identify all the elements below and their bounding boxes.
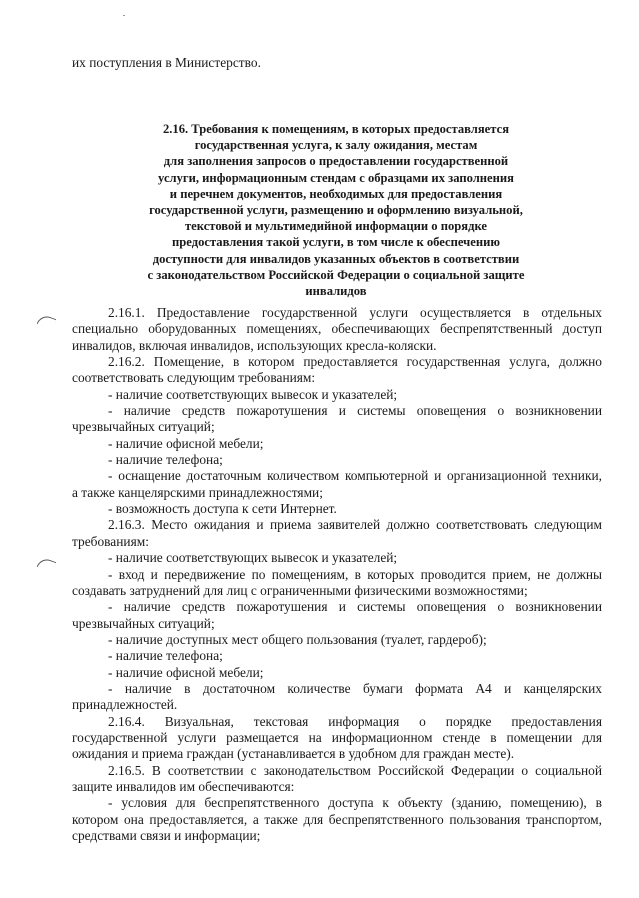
text-line: 2.16.1. Предоставление государственной услуги осуществляется в отдельных [108, 305, 602, 320]
text-line: - наличие соответствующих вывесок и указателей; [108, 386, 398, 402]
heading-line: с законодательством Российской Федерации о социальной защите [147, 267, 525, 282]
text-line: 2.16.3. Место ожидания и приема заявителей должно соответствовать следующим [108, 517, 602, 533]
text-line: - наличие доступных мест общего пользования (туалет, гардероб); [108, 631, 487, 647]
text-line: чрезвычайных ситуаций; [72, 615, 215, 631]
text-line: - возможность доступа к сети Интернет. [108, 501, 337, 517]
text-line: принадлежностей. [72, 697, 178, 713]
heading-line: доступности для инвалидов указанных объектов в соответствии [152, 251, 520, 266]
text-line: требованиям: [72, 533, 149, 549]
text-line: - наличие телефона; [108, 648, 223, 664]
heading-line: государственной услуги, размещению и оформлению визуальной, [149, 203, 523, 218]
text-line: инвалидов, включая инвалидов, использующих кресла-коляски. [72, 337, 437, 353]
text-line: - вход и передвижение по помещениям, в которых проводится прием, не должны [108, 566, 602, 582]
heading-line: предоставления такой услуги, в том числе к обеспечению [172, 235, 500, 250]
hole-punch-mark [37, 556, 57, 572]
heading-line: и перечнем документов, необходимых для предоставления [169, 186, 503, 201]
text-line: 2.16.2. Помещение, в котором предоставляется государственная услуга, должно [108, 354, 602, 370]
heading-line: услуги, информационным стендам с образцами их заполнения [158, 170, 514, 185]
text-line: - наличие соответствующих вывесок и указателей; [108, 550, 398, 566]
text-line: - условия для беспрепятственного доступа к объекту (зданию, помещению), в [108, 795, 602, 811]
section-heading [120, 121, 552, 299]
text-line: - наличие телефона; [108, 452, 223, 468]
section-body [72, 305, 602, 844]
text-line: - оснащение достаточным количеством компьютерной и организационной техники, [108, 468, 602, 484]
text-line: - наличие офисной мебели; [108, 435, 264, 451]
heading-line: государственная услуга, к залу ожидания, местам [194, 138, 478, 153]
text-line: - наличие средств пожаротушения и системы оповещения о возникновении [108, 599, 602, 615]
heading-line: текстовой и мультимедийной информации о порядке [185, 219, 487, 234]
text-line: соответствовать следующим требованиям: [72, 370, 316, 386]
text-line: государственной услуги размещается на информационном стенде в помещении для [72, 729, 602, 745]
heading-line: для заполнения запросов о предоставлении государственной [163, 154, 509, 169]
text-line: специально оборудованных помещениях, обеспечивающих беспрепятственный доступ [72, 321, 602, 337]
text-line: котором она предоставляется, а также для беспрепятственного пользования транспортом, [72, 811, 602, 827]
text-line: 2.16.4. Визуальная, текстовая информация о порядке предоставления [108, 713, 602, 729]
text-line: - наличие офисной мебели; [108, 664, 264, 680]
text-line: 2.16.5. В соответствии с законодательством Российской Федерации о социальной [108, 762, 602, 778]
text-line: - наличие в достаточном количестве бумаги формата А4 и канцелярских [108, 680, 602, 696]
text-line: чрезвычайных ситуаций; [72, 419, 215, 435]
text-line: создавать затруднений для лиц с ограниченными физическими возможностями; [72, 582, 528, 598]
heading-line: 2.16. Требования к помещениям, в которых предоставляется [162, 122, 510, 136]
text-line: защите инвалидов им обеспечиваются: [72, 778, 295, 794]
text-line: средствами связи и информации; [72, 828, 261, 843]
text-line: - наличие средств пожаротушения и системы оповещения о возникновении [108, 403, 602, 419]
scan-speck [123, 15, 125, 16]
hole-punch-mark [37, 313, 57, 329]
continuation-line: их поступления в Министерство. [72, 55, 261, 70]
text-line: а также канцелярскими принадлежностями; [72, 484, 323, 500]
heading-line: инвалидов [305, 284, 367, 299]
text-line: ожидания и приема граждан (устанавливается в удобном для граждан месте). [72, 746, 515, 762]
